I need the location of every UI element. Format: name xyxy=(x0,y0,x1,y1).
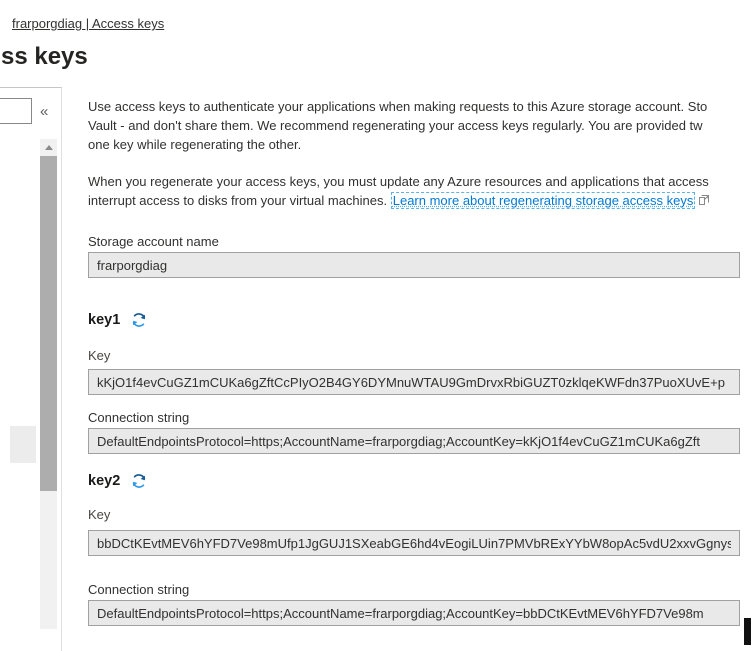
menu-item-partial xyxy=(10,426,36,463)
key1-connection-label: Connection string xyxy=(88,410,190,425)
key1-heading xyxy=(88,311,148,329)
breadcrumb[interactable]: frarporgdiag | Access keys xyxy=(12,16,165,31)
regenerate-key1-button[interactable] xyxy=(130,311,148,329)
key2-heading xyxy=(88,472,148,490)
regen-line-2 xyxy=(88,191,710,211)
regen-line-2-text: interrupt access to disks from your virtual machines. xyxy=(88,193,391,208)
scrollbar-thumb[interactable] xyxy=(40,156,57,491)
regenerate-key2-button[interactable] xyxy=(130,472,148,490)
refresh-icon xyxy=(130,311,148,329)
learn-more-link[interactable]: Learn more about regenerating storage access keys xyxy=(392,193,694,208)
refresh-icon xyxy=(130,472,148,490)
key2-key-field[interactable] xyxy=(88,530,740,556)
page-title: ss keys xyxy=(1,43,88,70)
key1-key-field[interactable] xyxy=(88,369,740,395)
intro-line-3: one key while regenerating the other. xyxy=(88,137,302,152)
regenerate-paragraph xyxy=(88,172,710,211)
resource-menu-rail xyxy=(0,87,62,651)
key2-connection-field[interactable] xyxy=(88,600,740,626)
scroll-up-button[interactable] xyxy=(40,139,57,155)
menu-scrollbar[interactable] xyxy=(40,139,57,629)
page-scrollbar-thumb[interactable] xyxy=(744,618,751,645)
key2-title: key2 xyxy=(88,473,121,489)
search-input[interactable] xyxy=(0,98,32,124)
collapse-menu-button[interactable] xyxy=(40,104,48,119)
intro-line-1: Use access keys to authenticate your applications when making requests to this Azure storage account. Sto xyxy=(88,99,708,114)
storage-account-name-label: Storage account name xyxy=(88,234,219,249)
intro-line-2: Vault - and don't share them. We recommend regenerating your access keys regularly. You are provided tw xyxy=(88,118,703,133)
external-link-icon xyxy=(698,192,710,211)
key1-title: key1 xyxy=(88,312,121,328)
key1-connection-field[interactable] xyxy=(88,428,740,454)
arrow-up-icon xyxy=(45,145,53,150)
key2-connection-label: Connection string xyxy=(88,582,190,597)
key1-key-label: Key xyxy=(88,348,111,363)
intro-paragraph xyxy=(88,97,707,154)
chevron-double-left-icon: « xyxy=(40,103,49,120)
regen-line-1: When you regenerate your access keys, you must update any Azure resources and applications that access xyxy=(88,174,709,189)
key2-key-label: Key xyxy=(88,507,111,522)
storage-account-name-field[interactable] xyxy=(88,252,740,278)
